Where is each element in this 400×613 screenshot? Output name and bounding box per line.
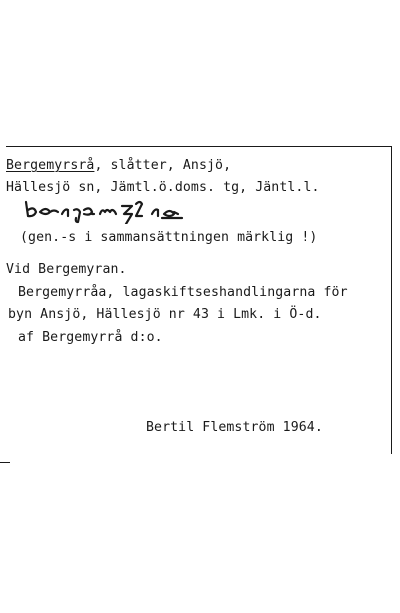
entry-line-7: af Bergemyrrå d:o. xyxy=(18,330,163,345)
entry-line-1 xyxy=(6,158,231,174)
headword: Bergemyrsrå xyxy=(6,158,95,173)
card-top-border xyxy=(6,146,392,147)
phonetic-transcription xyxy=(22,196,262,224)
entry-line-2: Hällesjö sn, Jämtl.ö.doms. tg, Jäntl.l. xyxy=(6,180,320,195)
signature: Bertil Flemström 1964. xyxy=(146,420,323,435)
entry-line-4: Vid Bergemyran. xyxy=(6,262,127,277)
entry-line-6: byn Ansjö, Hällesjö nr 43 i Lmk. i Ö-d. xyxy=(8,307,322,322)
entry-line-5: Bergemyrråa, lagaskiftseshandlingarna för xyxy=(18,285,348,300)
card-left-tick xyxy=(0,462,10,463)
card-right-border xyxy=(391,146,392,454)
note-line: (gen.-s i sammansättningen märklig !) xyxy=(20,230,318,245)
entry-line-1-rest: , slåtter, Ansjö, xyxy=(94,158,232,173)
